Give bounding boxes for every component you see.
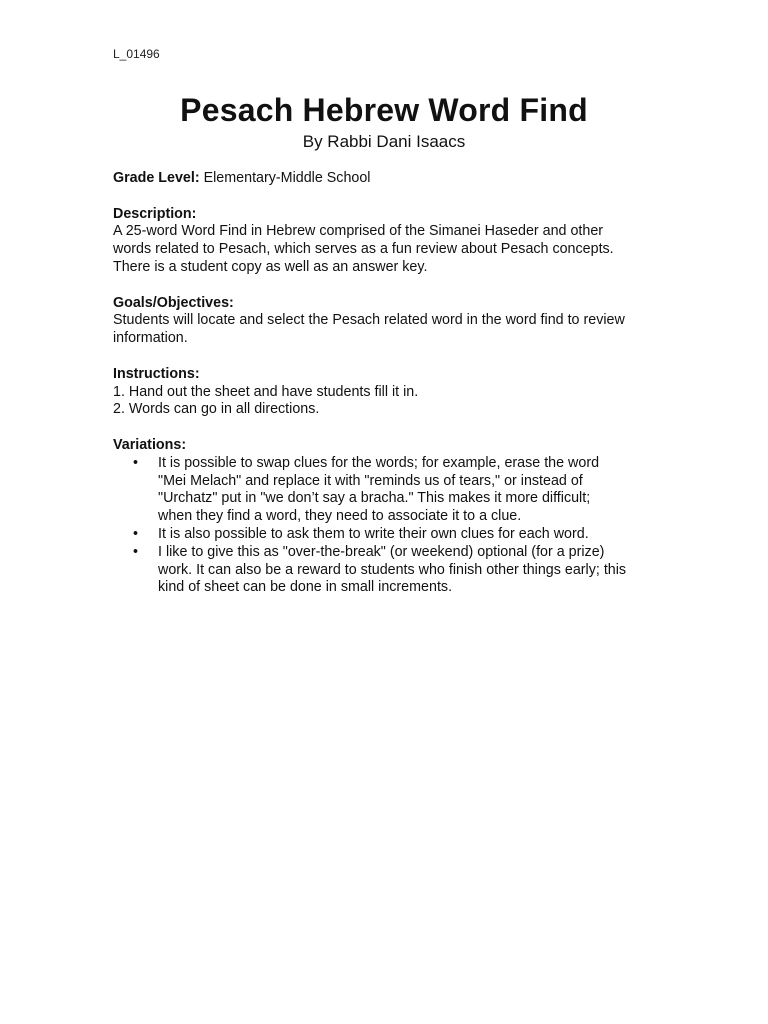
author-line: By Rabbi Dani Isaacs xyxy=(302,132,466,151)
variation-line: "Mei Melach" and replace it with "reminds us of tears," or instead of xyxy=(158,472,583,489)
document-id: L_01496 xyxy=(113,47,160,61)
grade-level-section xyxy=(113,170,673,188)
goals-label: Goals/Objectives: xyxy=(113,294,234,311)
instruction-item: 1. Hand out the sheet and have students fill it in. xyxy=(113,383,419,400)
document-body xyxy=(113,170,673,615)
goals-line: Students will locate and select the Pesach related word in the word find to review xyxy=(113,312,625,329)
description-line: A 25-word Word Find in Hebrew comprised of the Simanei Haseder and other xyxy=(113,223,604,240)
variation-line: I like to give this as "over-the-break" (or weekend) optional (for a prize) xyxy=(158,543,605,560)
bullet-icon: • xyxy=(133,543,139,560)
description-section xyxy=(113,206,673,277)
page-title: Pesach Hebrew Word Find xyxy=(180,92,588,128)
instruction-item: 2. Words can go in all directions. xyxy=(113,401,320,418)
description-label: Description: xyxy=(113,205,197,222)
variations-label: Variations: xyxy=(113,436,187,453)
grade-level-label: Grade Level: xyxy=(113,170,200,186)
variation-line: It is possible to swap clues for the words; for example, erase the word xyxy=(158,454,600,471)
variation-line: It is also possible to ask them to write their own clues for each word. xyxy=(158,525,589,542)
variation-item xyxy=(113,455,673,526)
instructions-section xyxy=(113,366,673,419)
variations-list xyxy=(113,455,673,597)
grade-level-value: Elementary-Middle School xyxy=(199,170,371,186)
variation-line: work. It can also be a reward to students who finish other things early; this xyxy=(158,561,627,578)
variations-section xyxy=(113,437,673,597)
variation-item xyxy=(113,544,673,597)
description-line: words related to Pesach, which serves as a fun review about Pesach concepts. xyxy=(113,241,614,258)
variation-line: when they find a word, they need to associate it to a clue. xyxy=(158,508,522,525)
bullet-icon: • xyxy=(133,454,139,471)
variation-line: kind of sheet can be done in small increments. xyxy=(158,579,453,596)
description-line: There is a student copy as well as an answer key. xyxy=(113,258,428,275)
bullet-icon: • xyxy=(133,525,139,542)
goals-line: information. xyxy=(113,330,188,347)
instructions-label: Instructions: xyxy=(113,365,200,382)
goals-section xyxy=(113,295,673,348)
variation-line: "Urchatz" put in "we don’t say a bracha." This makes it more difficult; xyxy=(158,490,591,507)
variation-item xyxy=(113,526,673,544)
